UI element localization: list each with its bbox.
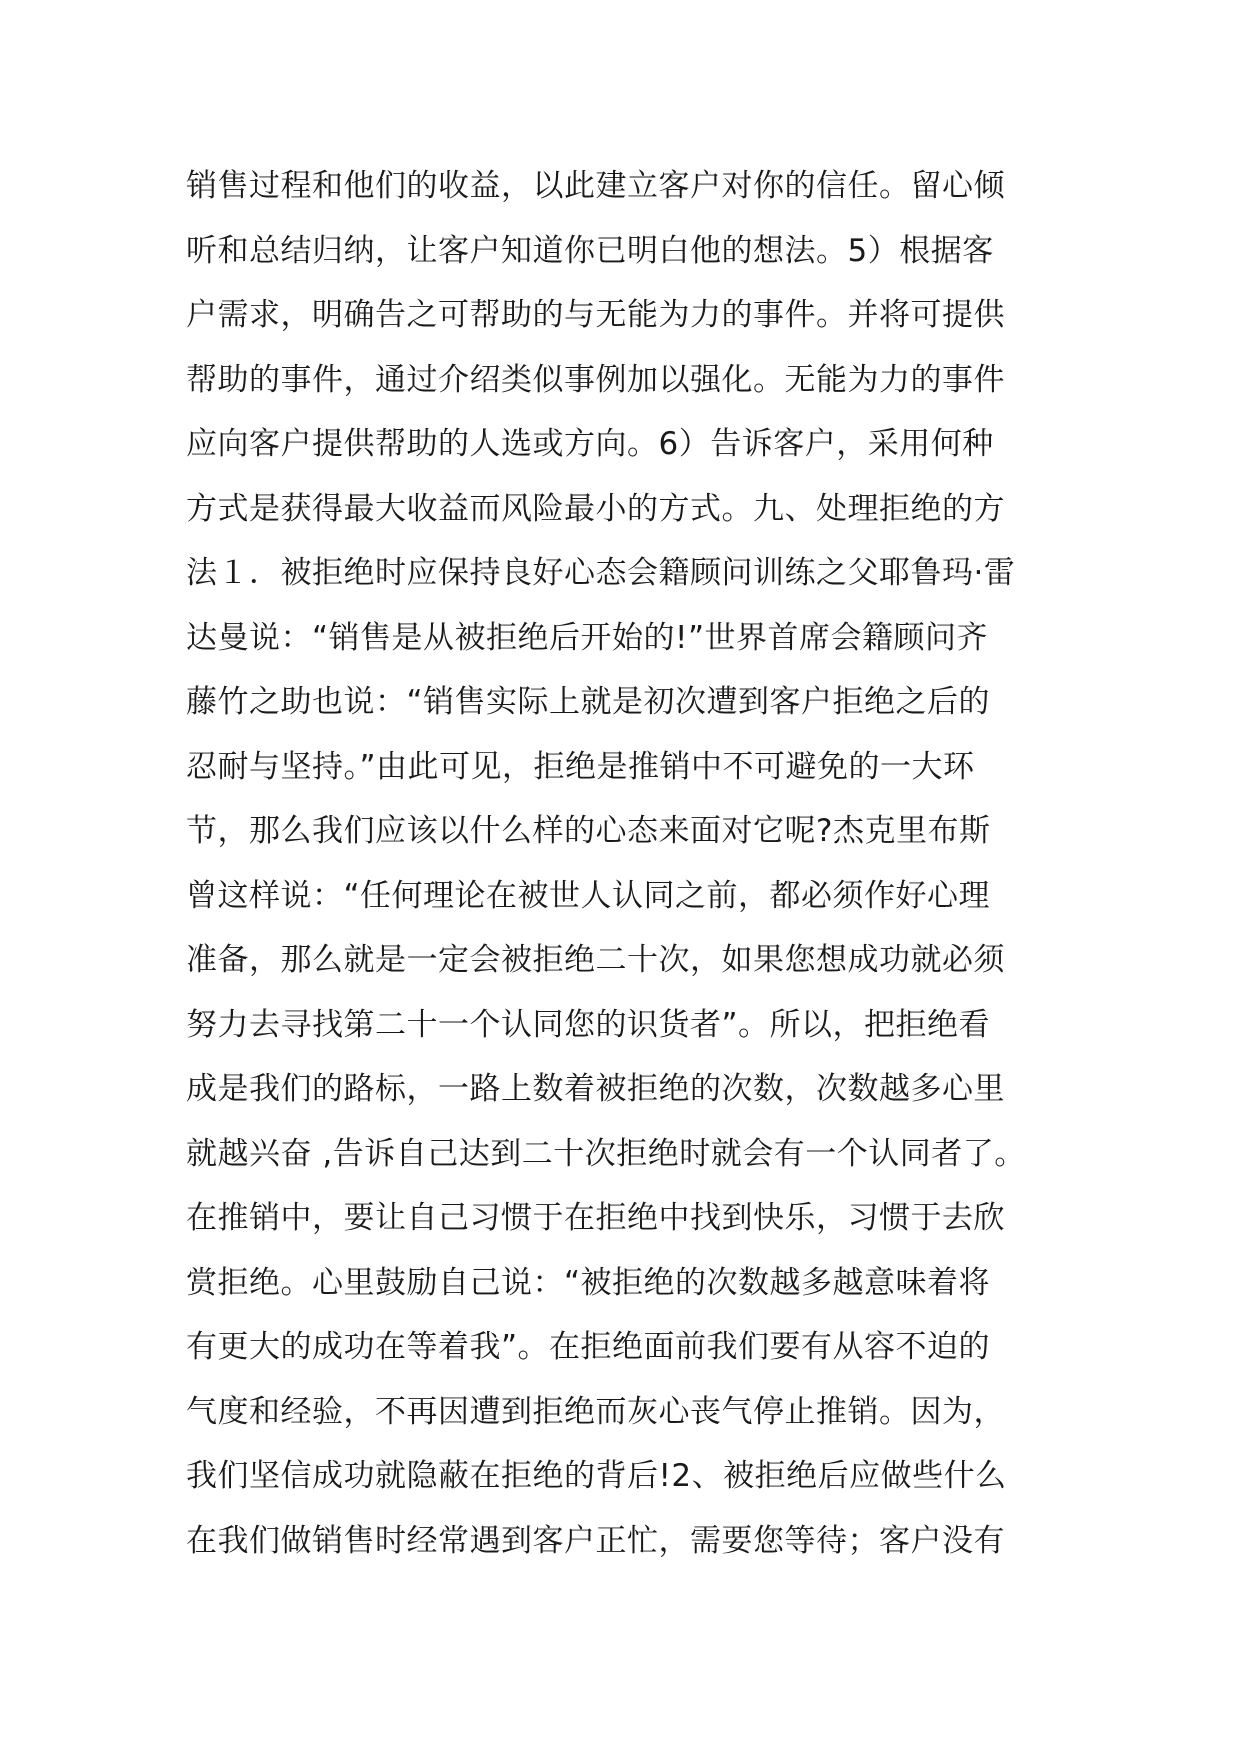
text-line: 节，那么我们应该以什么样的心态来面对它呢?杰克里布斯 <box>186 813 991 849</box>
text-line: 我们坚信成功就隐蔽在拒绝的背后!2、被拒绝后应做些什么 <box>186 1458 1007 1494</box>
body-text <box>186 154 1066 1573</box>
text-line: 听和总结归纳，让客户知道你已明白他的想法。5）根据客 <box>186 232 994 269</box>
text-line: 藤竹之助也说：“销售实际上就是初次遭到客户拒绝之后的 <box>186 684 991 720</box>
text-line: 应向客户提供帮助的人选或方向。6）告诉客户，采用何种 <box>186 426 994 462</box>
text-line: 销售过程和他们的收益，以此建立客户对你的信任。留心倾 <box>186 168 1005 204</box>
text-line: 在我们做销售时经常遇到客户正忙，需要您等待；客户没有 <box>186 1522 1005 1559</box>
text-line: 在推销中，要让自己习惯于在拒绝中找到快乐，习惯于去欣 <box>186 1200 1005 1236</box>
text-line: 努力去寻找第二十一个认同您的识货者”。所以，把拒绝看 <box>186 1006 991 1043</box>
text-line: 曾这样说：“任何理论在被世人认同之前，都必须作好心理 <box>186 877 991 914</box>
text-line: 成是我们的路标，一路上数着被拒绝的次数，次数越多心里 <box>186 1071 1005 1107</box>
text-line: 气度和经验，不再因遭到拒绝而灰心丧气停止推销。因为， <box>186 1393 1005 1430</box>
text-line: 赏拒绝。心里鼓励自己说：“被拒绝的次数越多越意味着将 <box>186 1264 991 1301</box>
text-line: 方式是获得最大收益而风险最小的方式。九、处理拒绝的方 <box>186 490 1005 527</box>
text-line: 达曼说：“销售是从被拒绝后开始的!”世界首席会籍顾问齐 <box>186 619 989 656</box>
text-line: 帮助的事件，通过介绍类似事例加以强化。无能为力的事件 <box>186 361 1005 398</box>
text-line: 有更大的成功在等着我”。在拒绝面前我们要有从容不迫的 <box>186 1329 991 1365</box>
text-line: 法１．被拒绝时应保持良好心态会籍顾问训练之父耶鲁玛·雷 <box>186 555 1016 591</box>
text-line: 户需求，明确告之可帮助的与无能为力的事件。并将可提供 <box>186 297 1005 333</box>
text-line: 就越兴奋 ,告诉自己达到二十次拒绝时就会有一个认同者了。 <box>186 1135 1026 1172</box>
text-line: 忍耐与坚持。”由此可见，拒绝是推销中不可避免的一大环 <box>186 748 975 785</box>
text-line: 准备，那么就是一定会被拒绝二十次，如果您想成功就必须 <box>186 942 1005 978</box>
